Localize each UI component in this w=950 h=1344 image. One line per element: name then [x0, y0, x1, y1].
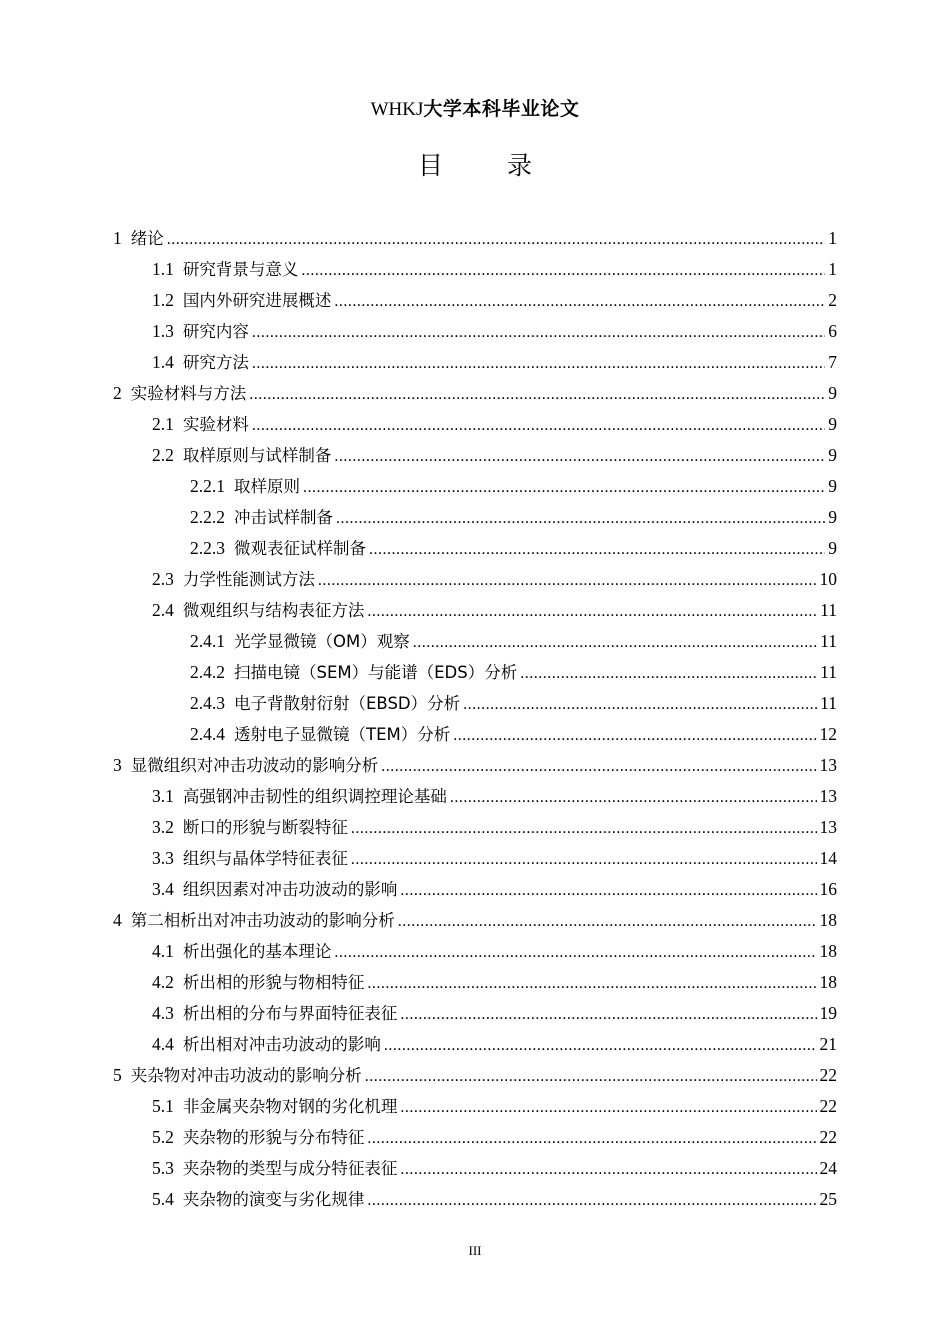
toc-dot-leader	[400, 1099, 816, 1117]
toc-entry[interactable]	[113, 752, 837, 783]
toc-entry-number: 4.4	[152, 1034, 174, 1054]
toc-entry-number: 2.2.2	[190, 507, 225, 527]
toc-entry[interactable]	[113, 566, 837, 597]
toc-entry-number: 5.1	[152, 1096, 174, 1116]
toc-dot-leader	[303, 479, 825, 497]
toc-entry-page: 13	[819, 755, 837, 775]
toc-entry-page: 22	[819, 1096, 837, 1116]
toc-dot-leader	[252, 355, 825, 373]
toc-entry-number: 1.1	[152, 259, 174, 279]
toc-dot-leader	[301, 262, 825, 280]
toc-entry-title: 微观表征试样制备	[234, 539, 366, 558]
toc-entry[interactable]	[113, 1155, 837, 1186]
toc-entry-page: 11	[820, 662, 837, 682]
toc-dot-leader	[369, 541, 825, 559]
toc-dot-leader	[334, 293, 825, 311]
toc-entry[interactable]	[113, 938, 837, 969]
toc-entry-title: 夹杂物的演变与劣化规律	[182, 1190, 365, 1209]
toc-entry-number: 1.2	[152, 290, 174, 310]
toc-entry-title: 析出相对冲击功波动的影响	[182, 1035, 381, 1054]
toc-entry-title: 非金属夹杂物对钢的劣化机理	[182, 1097, 398, 1116]
toc-entry-number: 3.1	[152, 786, 174, 806]
toc-entry[interactable]	[113, 256, 837, 287]
toc-dot-leader	[381, 758, 816, 776]
header-title: 大学本科毕业论文	[423, 98, 580, 120]
toc-entry-page: 1	[828, 228, 837, 248]
toc-entry-page: 9	[828, 476, 837, 496]
toc-dot-leader	[463, 696, 817, 714]
toc-dot-leader	[252, 324, 825, 342]
toc-entry[interactable]	[113, 1000, 837, 1031]
toc-dot-leader	[365, 1068, 817, 1086]
toc-entry-page: 22	[819, 1127, 837, 1147]
toc-entry-page: 14	[819, 848, 837, 868]
toc-entry[interactable]	[113, 659, 837, 690]
toc-entry[interactable]	[113, 349, 837, 380]
toc-entry-number: 3.4	[152, 879, 174, 899]
toc-entry-title: 研究内容	[182, 322, 249, 341]
toc-entry-title: 取样原则	[234, 477, 300, 496]
toc-entry-number: 5.3	[152, 1158, 174, 1178]
toc-entry-title: 冲击试样制备	[234, 508, 333, 527]
toc-entry-number: 2.4.1	[190, 631, 225, 651]
toc-dot-leader	[453, 727, 816, 745]
toc-heading: 目 录	[418, 151, 560, 180]
toc-entry[interactable]	[113, 1124, 837, 1155]
toc-entry-number: 4.1	[152, 941, 174, 961]
page-number: III	[468, 1243, 482, 1258]
toc-entry[interactable]	[113, 411, 837, 442]
toc-entry-page: 18	[819, 941, 837, 961]
toc-entry-number: 5	[113, 1065, 122, 1085]
toc-entry-title: 实验材料与方法	[130, 384, 247, 403]
toc-entry[interactable]	[113, 380, 837, 411]
toc-entry-page: 11	[820, 600, 837, 620]
toc-entry-page: 21	[819, 1034, 837, 1054]
toc-entry-title: 夹杂物对冲击功波动的影响分析	[130, 1066, 362, 1085]
toc-entry-title: 析出相的分布与界面特征表征	[182, 1004, 398, 1023]
toc-dot-leader	[367, 1130, 816, 1148]
toc-entry-page: 9	[828, 383, 837, 403]
toc-entry-title: 夹杂物的类型与成分特征表征	[182, 1159, 398, 1178]
toc-entry-title: 光学显微镜（OM）观察	[234, 632, 410, 651]
toc-entry[interactable]	[113, 597, 837, 628]
toc-entry-title: 高强钢冲击韧性的组织调控理论基础	[182, 787, 447, 806]
toc-entry-number: 2.4	[152, 600, 174, 620]
toc-entry[interactable]	[113, 1186, 837, 1217]
toc-entry[interactable]	[113, 504, 837, 535]
toc-entry[interactable]	[113, 783, 837, 814]
toc-entry-page: 2	[828, 290, 837, 310]
toc-entry-page: 6	[828, 321, 837, 341]
toc-entry[interactable]	[113, 318, 837, 349]
toc-dot-leader	[413, 634, 817, 652]
toc-entry-title: 绪论	[130, 229, 164, 248]
toc-entry-title: 微观组织与结构表征方法	[182, 601, 365, 620]
toc-dot-leader	[167, 231, 826, 249]
toc-dot-leader	[334, 944, 816, 962]
toc-entry-page: 9	[828, 445, 837, 465]
toc-entry-title: 断口的形貌与断裂特征	[182, 818, 348, 837]
toc-entry-number: 2.2.1	[190, 476, 225, 496]
toc-entry-page: 19	[819, 1003, 837, 1023]
toc-entry[interactable]	[113, 1093, 837, 1124]
toc-entry[interactable]	[113, 969, 837, 1000]
toc-dot-leader	[249, 386, 825, 404]
toc-entry-page: 10	[819, 569, 837, 589]
toc-entry-page: 12	[819, 724, 837, 744]
toc-dot-leader	[398, 913, 817, 931]
toc-dot-leader	[318, 572, 817, 590]
toc-dot-leader	[520, 665, 817, 683]
toc-entry[interactable]	[113, 1031, 837, 1062]
toc-entry-page: 18	[819, 972, 837, 992]
toc-dot-leader	[384, 1037, 817, 1055]
toc-entry-number: 1	[113, 228, 122, 248]
toc-dot-leader	[252, 417, 825, 435]
toc-entry-number: 2.4.2	[190, 662, 225, 682]
toc-entry-number: 2	[113, 383, 122, 403]
toc-entry[interactable]	[113, 845, 837, 876]
toc-entry-number: 1.4	[152, 352, 174, 372]
toc-entry-title: 第二相析出对冲击功波动的影响分析	[130, 911, 395, 930]
toc-entry-number: 2.3	[152, 569, 174, 589]
running-header	[0, 94, 950, 121]
toc-entry-number: 4.2	[152, 972, 174, 992]
toc-entry-page: 9	[828, 507, 837, 527]
toc-entry-title: 析出强化的基本理论	[182, 942, 332, 961]
toc-entry-title: 扫描电镜（SEM）与能谱（EDS）分析	[234, 663, 518, 682]
toc-entry-number: 4	[113, 910, 122, 930]
toc-entry[interactable]	[113, 690, 837, 721]
toc-entry-page: 18	[819, 910, 837, 930]
toc-dot-leader	[334, 448, 825, 466]
toc-entry-page: 11	[820, 631, 837, 651]
toc-dot-leader	[367, 1192, 816, 1210]
toc-dot-leader	[450, 789, 817, 807]
toc-entry-title: 透射电子显微镜（TEM）分析	[234, 725, 451, 744]
toc-entry[interactable]	[113, 907, 837, 938]
toc-entry-title: 实验材料	[182, 415, 249, 434]
toc-entry-page: 7	[828, 352, 837, 372]
toc-dot-leader	[367, 603, 817, 621]
toc-entry-number: 2.4.3	[190, 693, 225, 713]
toc-entry-page: 9	[828, 414, 837, 434]
toc-entry-number: 2.4.4	[190, 724, 225, 744]
toc-entry-page: 16	[819, 879, 837, 899]
toc-entry-number: 2.2.3	[190, 538, 225, 558]
toc-entry-number: 5.2	[152, 1127, 174, 1147]
toc-entry-page: 25	[819, 1189, 837, 1209]
toc-entry-number: 1.3	[152, 321, 174, 341]
toc-entry-page: 1	[828, 259, 837, 279]
toc-entry-page: 22	[819, 1065, 837, 1085]
toc-entry-number: 5.4	[152, 1189, 174, 1209]
toc-entry[interactable]	[113, 628, 837, 659]
toc-dot-leader	[400, 882, 816, 900]
toc-entry-page: 11	[820, 693, 837, 713]
toc-entry[interactable]	[113, 442, 837, 473]
toc-entry-number: 3	[113, 755, 122, 775]
table-of-contents	[113, 225, 837, 1217]
toc-entry-title: 组织因素对冲击功波动的影响	[182, 880, 398, 899]
toc-entry[interactable]	[113, 814, 837, 845]
toc-entry-title: 取样原则与试样制备	[182, 446, 332, 465]
toc-entry[interactable]	[113, 287, 837, 318]
toc-entry-number: 4.3	[152, 1003, 174, 1023]
toc-entry[interactable]	[113, 473, 837, 504]
toc-entry-title: 国内外研究进展概述	[182, 291, 332, 310]
header-prefix: WHKJ	[370, 99, 424, 120]
toc-dot-leader	[351, 851, 817, 869]
toc-dot-leader	[400, 1161, 816, 1179]
toc-dot-leader	[351, 820, 817, 838]
toc-entry-page: 13	[819, 786, 837, 806]
toc-entry-title: 电子背散射衍射（EBSD）分析	[234, 694, 461, 713]
toc-entry-page: 9	[828, 538, 837, 558]
toc-entry-title: 力学性能测试方法	[182, 570, 315, 589]
toc-entry-number: 2.1	[152, 414, 174, 434]
toc-entry-page: 13	[819, 817, 837, 837]
toc-entry-page: 24	[819, 1158, 837, 1178]
toc-entry-number: 2.2	[152, 445, 174, 465]
toc-dot-leader	[400, 1006, 816, 1024]
toc-entry-title: 研究背景与意义	[182, 260, 299, 279]
toc-dot-leader	[367, 975, 816, 993]
toc-entry-title: 组织与晶体学特征表征	[182, 849, 348, 868]
toc-entry[interactable]	[113, 721, 837, 752]
toc-entry[interactable]	[113, 535, 837, 566]
toc-entry-number: 3.3	[152, 848, 174, 868]
toc-entry-title: 研究方法	[182, 353, 249, 372]
toc-entry-title: 夹杂物的形貌与分布特征	[182, 1128, 365, 1147]
toc-entry[interactable]	[113, 876, 837, 907]
toc-entry-number: 3.2	[152, 817, 174, 837]
toc-entry-title: 显微组织对冲击功波动的影响分析	[130, 756, 379, 775]
toc-entry-title: 析出相的形貌与物相特征	[182, 973, 365, 992]
toc-entry[interactable]	[113, 225, 837, 256]
toc-entry[interactable]	[113, 1062, 837, 1093]
toc-dot-leader	[336, 510, 825, 528]
